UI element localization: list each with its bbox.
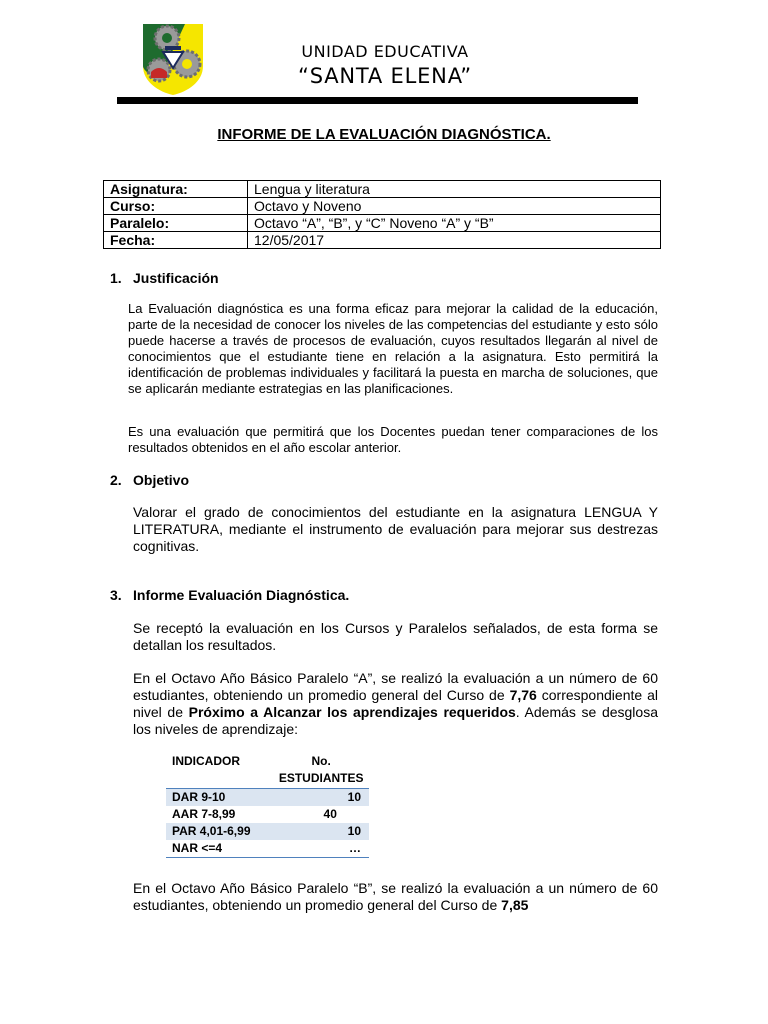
info-key: Fecha:	[104, 232, 248, 249]
text-run: En el Octavo Año Básico Paralelo “B”, se realizó la evaluación a un número de 60 estudiantes, obteniendo un promedio general del Curso de	[133, 880, 658, 913]
header-count-line2: ESTUDIANTES	[278, 771, 364, 785]
indicator-cell: PAR 4,01-6,99	[166, 823, 267, 840]
indicator-cell: NAR <=4	[172, 841, 223, 855]
section-heading-informe	[110, 587, 349, 603]
school-name: “SANTA ELENA”	[298, 64, 472, 88]
indicator-table	[166, 753, 369, 858]
school-crest-icon	[141, 22, 205, 96]
paragraph-octavo-a	[133, 670, 658, 738]
text-run: En el Octavo Año Básico Paralelo “A”, se realizó la evaluación a un número de 60 estudiantes, obteniendo un promedio general del Curso de	[133, 670, 658, 703]
count-cell: 40	[323, 807, 337, 821]
text-run: . Además se desglosa los niveles de aprendizaje:	[133, 704, 658, 737]
count-cell: 10	[267, 823, 369, 840]
header-count	[267, 753, 369, 789]
count-cell: 10	[267, 789, 369, 807]
paragraph-objetivo: Valorar el grado de conocimientos del estudiante en la asignatura LENGUA Y LITERATURA, mediante el instrumento de evaluación para mejorar sus destrezas cognitivas.	[133, 504, 658, 554]
paragraph-octavo-b	[133, 880, 658, 914]
section-number: 3.	[110, 587, 122, 603]
document-title: INFORME DE LA EVALUACIÓN DIAGNÓSTICA.	[217, 126, 551, 143]
table-row	[104, 198, 661, 215]
count-cell: …	[349, 841, 361, 855]
info-value: Lengua y literatura	[248, 181, 661, 198]
info-value: 12/05/2017	[248, 232, 661, 249]
paragraph-justificacion-2: Es una evaluación que permitirá que los Docentes puedan tener comparaciones de los resultados obtenidos en el año escolar anterior.	[128, 424, 658, 455]
table-row	[166, 806, 369, 823]
level-value: Próximo a Alcanzar los aprendizajes requeridos	[188, 704, 516, 720]
info-key: Curso:	[104, 198, 248, 215]
table-row	[104, 215, 661, 232]
section-title: Objetivo	[133, 472, 190, 488]
school-type: UNIDAD EDUCATIVA	[301, 42, 469, 61]
info-value: Octavo “A”, “B”, y “C” Noveno “A” y “B”	[248, 215, 661, 232]
table-header-row	[166, 753, 369, 789]
section-heading-justificacion	[110, 270, 219, 286]
section-title: Informe Evaluación Diagnóstica.	[133, 587, 350, 603]
table-row	[166, 823, 369, 840]
section-heading-objetivo	[110, 472, 189, 488]
info-key: Paralelo:	[104, 215, 248, 232]
paragraph-informe-intro: Se receptó la evaluación en los Cursos y Paralelos señalados, de esta forma se detallan los resultados.	[133, 620, 658, 653]
table-row	[104, 181, 661, 198]
table-row	[166, 840, 369, 858]
table-row	[166, 789, 369, 807]
paragraph-justificacion-1: La Evaluación diagnóstica es una forma eficaz para mejorar la calidad de la educación, parte de la necesidad de conocer los niveles de las competencias del estudiante y esto sólo puede hacerse a través de procesos de evaluación, cuyos resultados llegarán al nivel de conocimientos que el estudiante tiene en relación a la asignatura. Esto permitirá la identificación de problemas individuales y facilitará la puesta en marcha de soluciones, que se aplicarán mediante estrategias en las planificaciones.	[128, 301, 658, 396]
info-key: Asignatura:	[104, 181, 248, 198]
section-title: Justificación	[133, 270, 219, 286]
header-indicator: INDICADOR	[172, 754, 240, 768]
text-run: correspondiente al nivel de	[133, 687, 658, 720]
indicator-cell: DAR 9-10	[166, 789, 267, 807]
section-number: 1.	[110, 270, 122, 286]
score-value: 7,85	[501, 897, 529, 913]
header-count-line1: No.	[311, 754, 331, 768]
section-number: 2.	[110, 472, 122, 488]
info-table	[103, 180, 661, 249]
info-value: Octavo y Noveno	[248, 198, 661, 215]
indicator-cell: AAR 7-8,99	[172, 807, 236, 821]
table-row	[104, 232, 661, 249]
score-value: 7,76	[509, 687, 537, 703]
header-divider	[117, 97, 638, 104]
